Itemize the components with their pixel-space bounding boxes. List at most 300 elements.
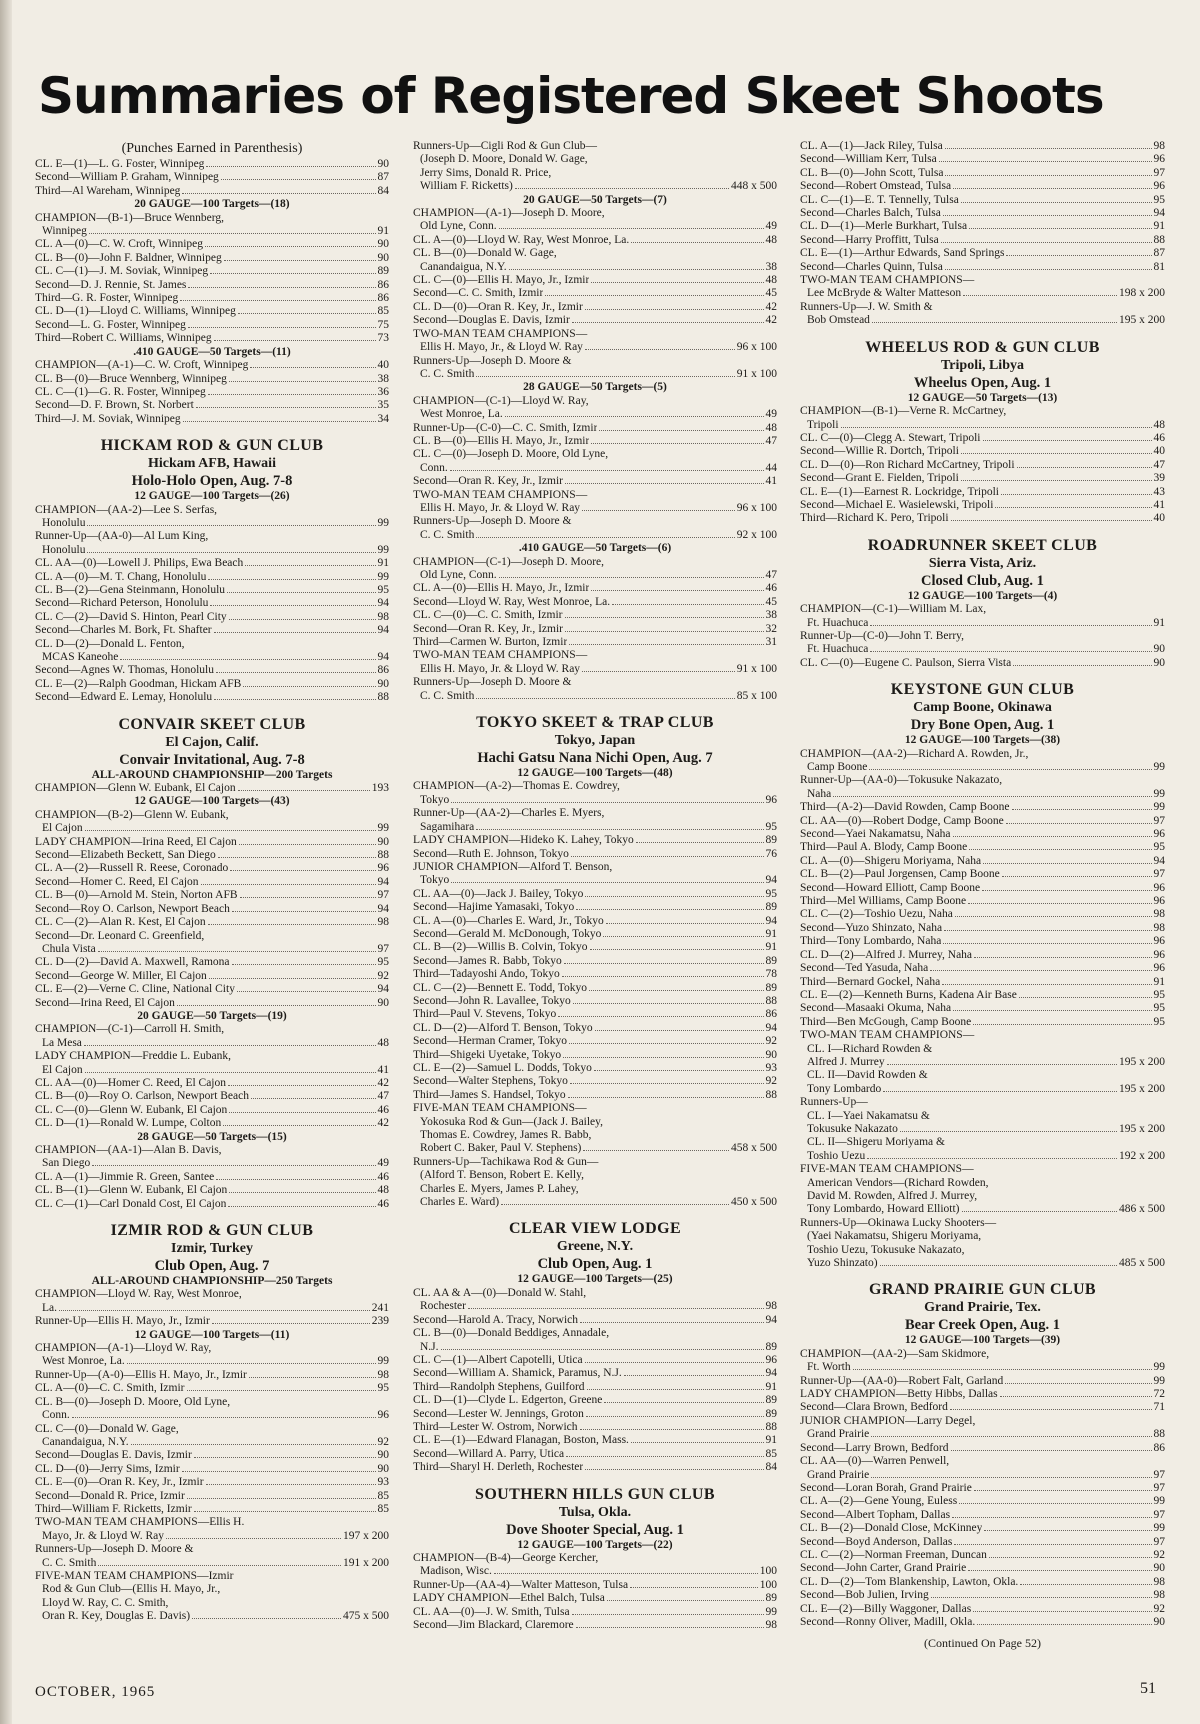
- dot-leader: [869, 768, 1151, 770]
- result-entry: [413, 1049, 777, 1062]
- entry-score: 95: [377, 956, 389, 969]
- entry-text: CL. A—(1)—Jimmie R. Green, Santee: [35, 1170, 215, 1183]
- dot-leader: [974, 1489, 1152, 1491]
- result-entry: [413, 968, 777, 981]
- result-entry: [800, 949, 1165, 962]
- dot-leader: [982, 889, 1151, 891]
- result-entry: [800, 1509, 1165, 1522]
- entry-text: Third—Mel Williams, Camp Boone: [800, 895, 967, 908]
- result-entry: [800, 976, 1165, 989]
- entry-text: Third—G. R. Foster, Winnipeg: [35, 292, 179, 305]
- entry-text: Second—Jim Blackard, Claremore: [413, 1619, 574, 1631]
- dot-leader: [969, 227, 1151, 229]
- event-heading: 12 GAUGE—100 Targets—(48): [517, 767, 673, 780]
- dot-leader: [599, 429, 763, 431]
- entry-text: Second—James R. Babb, Tokyo: [413, 954, 562, 967]
- dot-leader: [580, 1428, 764, 1430]
- entry-text: C. C. Smith: [420, 367, 475, 380]
- entry-score: 97: [1153, 814, 1165, 827]
- entry-score: 94: [1153, 854, 1165, 867]
- entry-line: American Vendors—(Richard Rowden,: [807, 1176, 989, 1189]
- entry-line: CL. AA—(0)—Warren Penwell,: [800, 1455, 950, 1468]
- shoot-name: Dry Bone Open, Aug. 1: [910, 717, 1055, 734]
- entry-line: CL. B—(0)—Donald Beddiges, Annadale,: [413, 1327, 610, 1340]
- entry-score: 40: [1153, 445, 1165, 458]
- entry-text: Sagamihara: [420, 820, 475, 833]
- result-entry: [413, 287, 777, 300]
- dot-leader: [576, 1626, 764, 1628]
- result-entry: [35, 185, 389, 198]
- result-entry: [35, 664, 389, 677]
- dot-leader: [59, 1309, 370, 1311]
- result-entry: [413, 1421, 777, 1434]
- result-entry: [800, 1361, 1165, 1374]
- result-entry: [413, 1606, 777, 1619]
- entry-text: Canandaigua, N.Y.: [420, 260, 507, 273]
- dot-leader: [969, 848, 1151, 850]
- entry-score: 96: [1153, 962, 1165, 975]
- dot-leader: [214, 698, 375, 700]
- entry-score: 96: [1153, 948, 1165, 961]
- result-entry: [413, 1008, 777, 1021]
- entry-text: CL. B—(2)—Willis B. Colvin, Tokyo: [413, 941, 588, 954]
- entry-score: 92: [765, 1075, 777, 1088]
- result-entry: [800, 868, 1165, 881]
- entry-score: 91: [765, 1380, 777, 1393]
- club-location: Grand Prairie, Tex.: [924, 1300, 1041, 1316]
- dot-leader: [943, 214, 1152, 216]
- entry-text: CL. C—(0)—Eugene C. Paulson, Sierra Vista: [800, 656, 1012, 669]
- result-entry: [35, 171, 389, 184]
- entry-score: 90: [377, 677, 389, 690]
- entry-line: CL. C—(0)—Donald W. Gage,: [35, 1422, 179, 1435]
- entry-text: Conn.: [42, 1409, 70, 1422]
- dot-leader: [585, 308, 764, 310]
- entry-score: 97: [1153, 1481, 1165, 1494]
- dot-leader: [1017, 466, 1152, 468]
- result-entry: [35, 1315, 389, 1328]
- entry-score: 92: [765, 1035, 777, 1048]
- dot-leader: [572, 321, 764, 323]
- result-entry: [413, 435, 777, 448]
- dot-leader: [183, 420, 376, 422]
- dot-leader: [515, 187, 729, 189]
- entry-text: CHAMPION—Glenn W. Eubank, El Cajon: [35, 782, 236, 795]
- club-location: Sierra Vista, Ariz.: [928, 555, 1037, 571]
- result-entry: [35, 943, 389, 956]
- entry-text: Second—Charles M. Bork, Ft. Shafter: [35, 624, 212, 637]
- entry-text: Second—Grant E. Fielden, Tripoli: [800, 472, 959, 485]
- result-entry: [413, 502, 777, 515]
- entry-text: CL. AA—(0)—J. W. Smith, Tulsa: [413, 1605, 570, 1618]
- entry-score: 98: [1153, 1589, 1165, 1602]
- result-entry: [35, 970, 389, 983]
- entry-text: CL. D—(2)—Alford T. Benson, Tokyo: [413, 1021, 593, 1034]
- entry-line: CHAMPION—(C-1)—Joseph D. Moore,: [413, 555, 605, 568]
- entry-line: CL. II—David Rowden &: [807, 1069, 928, 1082]
- dot-leader: [945, 147, 1152, 149]
- entry-line: Thomas E. Cowdrey, James R. Babb,: [420, 1129, 592, 1142]
- result-entry: [35, 1037, 389, 1050]
- entry-text: CL. E—(1)—Arthur Edwards, Sand Springs: [800, 247, 1005, 260]
- entry-text: Camp Boone: [807, 761, 868, 773]
- entry-text: CL. B—(2)—Paul Jorgensen, Camp Boone: [800, 868, 1000, 881]
- dot-leader: [573, 1002, 764, 1004]
- dot-leader: [216, 1178, 375, 1180]
- result-entry: [413, 1367, 777, 1380]
- result-entry: [413, 636, 777, 649]
- entry-line: TWO-MAN TEAM CHAMPIONS—: [800, 274, 975, 287]
- dot-leader: [218, 856, 376, 858]
- entry-score: 95: [377, 583, 389, 596]
- entry-text: Yuzo Shinzato): [807, 1257, 878, 1270]
- result-entry: [35, 678, 389, 691]
- result-entry: [800, 855, 1165, 868]
- result-entry: [35, 413, 389, 426]
- entry-score: 98: [377, 1368, 389, 1381]
- dot-leader: [441, 1348, 764, 1350]
- entry-score: 92: [1153, 1548, 1165, 1561]
- entry-score: 195 x 200: [1119, 1055, 1165, 1068]
- dot-leader: [582, 670, 735, 672]
- entry-line: (Joseph D. Moore, Donald W. Gage,: [420, 153, 588, 166]
- result-entry: [35, 225, 389, 238]
- entry-score: 41: [765, 475, 777, 488]
- result-entry: [35, 557, 389, 570]
- entry-text: Ellis H. Mayo, Jr. & Lloyd W. Ray: [420, 501, 581, 514]
- dot-leader: [959, 1502, 1151, 1504]
- result-entry: [35, 1476, 389, 1489]
- dot-leader: [595, 1029, 764, 1031]
- entry-score: 448 x 500: [731, 180, 777, 193]
- event-heading: .410 GAUGE—50 Targets—(11): [133, 345, 291, 358]
- entry-score: 32: [765, 622, 777, 635]
- result-entry: [800, 1442, 1165, 1455]
- result-entry: [800, 1401, 1165, 1414]
- entry-line: CL. B—(0)—Joseph D. Moore, Old Lyne,: [35, 1395, 231, 1408]
- result-entry: [800, 1616, 1165, 1629]
- result-entry: [800, 445, 1165, 458]
- entry-text: CL. A—(1)—Jack Riley, Tulsa: [800, 140, 943, 152]
- dot-leader: [591, 281, 763, 283]
- entry-score: 95: [1153, 1015, 1165, 1028]
- result-entry: [35, 983, 389, 996]
- result-entry: [800, 472, 1165, 485]
- entry-score: 49: [765, 220, 777, 233]
- dot-leader: [939, 160, 1152, 162]
- dot-leader: [585, 1361, 764, 1363]
- result-entry: [35, 1463, 389, 1476]
- dot-leader: [952, 1516, 1151, 1518]
- entry-line: CHAMPION—(AA-2)—Richard A. Rowden, Jr.,: [800, 747, 1029, 760]
- result-entry: [800, 1002, 1165, 1015]
- dot-leader: [974, 956, 1151, 958]
- dot-leader: [582, 509, 735, 511]
- entry-text: Second—C. C. Smith, Izmir: [413, 287, 544, 300]
- entry-text: CL. A—(0)—Lloyd W. Ray, West Monroe, La.: [413, 233, 630, 246]
- dot-leader: [245, 564, 375, 566]
- entry-text: Tripoli: [807, 418, 839, 431]
- entry-score: 475 x 500: [343, 1610, 389, 1623]
- dot-leader: [870, 650, 1151, 652]
- entry-text: CL. B—(0)—Roy O. Carlson, Newport Beach: [35, 1090, 249, 1103]
- dot-leader: [961, 201, 1152, 203]
- result-entry: [800, 895, 1165, 908]
- dot-leader: [237, 990, 376, 992]
- entry-line: TWO-MAN TEAM CHAMPIONS—: [800, 1029, 975, 1042]
- entry-text: San Diego: [42, 1157, 91, 1170]
- result-entry: [413, 1394, 777, 1407]
- result-entry: [413, 422, 777, 435]
- dot-leader: [594, 1069, 764, 1071]
- entry-text: Third—Carmen W. Burton, Izmir: [413, 636, 568, 649]
- event-heading: 12 GAUGE—100 Targets—(22): [517, 1538, 673, 1551]
- entry-text: Runner-Up—(AA-0)—Robert Falt, Garland: [800, 1374, 1004, 1387]
- entry-score: 85: [377, 1502, 389, 1515]
- result-entry: [800, 1562, 1165, 1575]
- club-name: HICKAM ROD & GUN CLUB: [100, 437, 324, 455]
- dot-leader: [194, 1456, 376, 1458]
- dot-leader: [205, 245, 376, 247]
- entry-score: 48: [377, 1184, 389, 1197]
- entry-text: CL. E—(1)—L. G. Foster, Winnipeg: [35, 158, 205, 170]
- entry-score: 98: [1153, 140, 1165, 152]
- entry-score: 89: [765, 954, 777, 967]
- entry-score: 91 x 100: [736, 367, 777, 380]
- entry-text: Ellis H. Mayo, Jr. & Lloyd W. Ray: [420, 662, 581, 675]
- entry-score: 42: [765, 314, 777, 327]
- entry-score: 92: [377, 969, 389, 982]
- dot-leader: [1001, 493, 1152, 495]
- dot-leader: [214, 631, 376, 633]
- club-name: CONVAIR SKEET CLUB: [118, 715, 306, 733]
- entry-score: 90: [1153, 1615, 1165, 1628]
- dot-leader: [227, 591, 375, 593]
- entry-text: CL. C—(2)—Norman Freeman, Duncan: [800, 1548, 987, 1561]
- entry-line: Second—Dr. Leonard C. Greenfield,: [35, 929, 205, 942]
- result-entry: [800, 140, 1165, 153]
- entry-text: Second—Gerald M. McDonough, Tokyo: [413, 927, 602, 940]
- dot-leader: [586, 1415, 764, 1417]
- dot-leader: [206, 165, 375, 167]
- entry-score: 99: [377, 570, 389, 583]
- entry-text: Second—Yaei Nakamatsu, Naha: [800, 828, 951, 841]
- entry-text: CL. A—(2)—Gene Young, Euless: [800, 1495, 958, 1508]
- dot-leader: [240, 896, 376, 898]
- result-entry: [800, 922, 1165, 935]
- entry-text: Runner-Up—(C-0)—C. C. Smith, Izmir: [413, 421, 598, 434]
- result-entry: [413, 663, 777, 676]
- entry-line: Yokosuka Rod & Gun—(Jack J. Bailey,: [420, 1115, 604, 1128]
- entry-text: CL. D—(1)—Clyde L. Edgerton, Greene: [413, 1394, 603, 1407]
- event-heading: 12 GAUGE—100 Targets—(26): [134, 490, 290, 503]
- dot-leader: [944, 929, 1151, 931]
- dot-leader: [229, 1191, 375, 1193]
- result-entry: [800, 1603, 1165, 1616]
- entry-score: 72: [1153, 1388, 1165, 1401]
- result-entry: [35, 279, 389, 292]
- result-entry: [35, 386, 389, 399]
- entry-line: Runner-Up—(AA-0)—Al Lum King,: [35, 530, 209, 543]
- result-entry: [413, 1619, 777, 1632]
- event-heading: 12 GAUGE—100 Targets—(38): [904, 734, 1061, 747]
- result-entry: [800, 1203, 1165, 1216]
- dot-leader: [566, 1455, 763, 1457]
- entry-line: TWO-MAN TEAM CHAMPIONS—: [413, 649, 588, 662]
- entry-score: 88: [1153, 233, 1165, 246]
- event-heading: 28 GAUGE—50 Targets—(15): [137, 1130, 287, 1143]
- entry-text: Third—William F. Ricketts, Izmir: [35, 1502, 192, 1515]
- entry-line: CL. I—Richard Rowden &: [807, 1042, 933, 1055]
- result-entry: [35, 916, 389, 929]
- entry-text: CL. C—(2)—Toshio Uezu, Naha: [800, 908, 953, 921]
- entry-score: 98: [1153, 908, 1165, 921]
- entry-text: CL. D—(1)—Ronald W. Lumpe, Colton: [35, 1117, 222, 1130]
- result-entry: [800, 882, 1165, 895]
- entry-text: Second—D. F. Brown, St. Norbert: [35, 399, 194, 412]
- entry-text: CL. D—(2)—Alfred J. Murrey, Naha: [800, 948, 973, 961]
- entry-text: CL. C—(1)—Carl Donald Cost, El Cajon: [35, 1197, 227, 1210]
- dot-leader: [585, 348, 735, 350]
- dot-leader: [931, 1596, 1152, 1598]
- entry-text: Second—Lester W. Jennings, Groton: [413, 1407, 584, 1420]
- entry-score: 90: [1153, 656, 1165, 669]
- entry-score: 91: [765, 1434, 777, 1447]
- dot-leader: [1013, 664, 1151, 666]
- results-column-1: [35, 140, 389, 1624]
- entry-text: Runner-Up—Ellis H. Mayo, Jr., Izmir: [35, 1315, 210, 1328]
- shoot-name: Holo-Holo Open, Aug. 7-8: [131, 473, 293, 490]
- entry-score: 95: [1153, 1002, 1165, 1015]
- dot-leader: [476, 697, 734, 699]
- entry-text: West Monroe, La.: [42, 1355, 125, 1368]
- entry-text: CL. C—(0)—Ellis H. Mayo, Jr., Izmir: [413, 274, 590, 287]
- result-entry: [35, 1369, 389, 1382]
- dot-leader: [569, 1042, 763, 1044]
- dot-leader: [963, 294, 1117, 296]
- entry-score: 96: [1153, 180, 1165, 193]
- entry-line: Runners-Up—Joseph D. Moore &: [413, 676, 572, 689]
- result-entry: [413, 261, 777, 274]
- entry-score: 35: [377, 399, 389, 412]
- result-entry: [35, 1157, 389, 1170]
- entry-score: 99: [377, 543, 389, 556]
- dot-leader: [565, 616, 764, 618]
- entry-line: CHAMPION—(B-1)—Bruce Wennberg,: [35, 211, 225, 224]
- entry-text: CL. C—(1)—E. T. Tennelly, Tulsa: [800, 193, 959, 206]
- result-entry: [35, 611, 389, 624]
- entry-line: FIVE-MAN TEAM CHAMPIONS—Izmir: [35, 1569, 234, 1582]
- entry-text: CL. A—(0)—Shigeru Moriyama, Naha: [800, 854, 982, 867]
- entry-score: 43: [1153, 485, 1165, 498]
- dot-leader: [968, 1569, 1151, 1571]
- entry-line: TWO-MAN TEAM CHAMPIONS—: [413, 488, 588, 501]
- dot-leader: [565, 630, 764, 632]
- dot-leader: [853, 1368, 1152, 1370]
- club-location: El Cajon, Calif.: [165, 734, 259, 750]
- entry-text: Honolulu: [42, 543, 86, 556]
- entry-score: 193: [371, 782, 389, 795]
- dot-leader: [1006, 822, 1152, 824]
- entry-line: CHAMPION—(B-2)—Glenn W. Eubank,: [35, 808, 229, 821]
- entry-score: 94: [377, 875, 389, 888]
- dot-leader: [870, 624, 1151, 626]
- dot-leader: [476, 375, 734, 377]
- entry-line: JUNIOR CHAMPION—Alford T. Benson,: [413, 860, 613, 873]
- entry-score: 195 x 200: [1119, 1122, 1165, 1135]
- entry-score: 38: [765, 609, 777, 622]
- entry-text: El Cajon: [42, 1063, 83, 1076]
- entry-line: Runners-Up—Joseph D. Moore &: [413, 354, 572, 367]
- dot-leader: [569, 643, 763, 645]
- entry-text: Second—Ronny Oliver, Madill, Okla.: [800, 1615, 976, 1628]
- entry-text: Old Lyne, Conn.: [420, 220, 497, 233]
- entry-score: 99: [1153, 761, 1165, 773]
- dot-leader: [166, 1537, 341, 1539]
- entry-text: West Monroe, La.: [420, 408, 503, 421]
- result-entry: [35, 319, 389, 332]
- result-entry: [35, 292, 389, 305]
- result-entry: [35, 359, 389, 372]
- entry-score: 48: [765, 421, 777, 434]
- entry-score: 94: [377, 983, 389, 996]
- result-entry: [35, 597, 389, 610]
- result-entry: [413, 462, 777, 475]
- dot-leader: [243, 685, 375, 687]
- dot-leader: [636, 841, 764, 843]
- entry-text: Madison, Wisc.: [420, 1565, 492, 1578]
- entry-score: 241: [371, 1301, 389, 1314]
- entry-text: Grand Prairie: [807, 1428, 870, 1441]
- entry-score: 91 x 100: [736, 662, 777, 675]
- dot-leader: [476, 536, 734, 538]
- result-entry: [35, 517, 389, 530]
- dot-leader: [1019, 996, 1152, 998]
- result-entry: [35, 1449, 389, 1462]
- entry-score: 96: [765, 793, 777, 806]
- entry-score: 41: [377, 1063, 389, 1076]
- entry-text: Second—L. G. Foster, Winnipeg: [35, 318, 186, 331]
- entry-score: 45: [765, 595, 777, 608]
- entry-score: 97: [377, 942, 389, 955]
- entry-score: 97: [377, 889, 389, 902]
- entry-text: Old Lyne, Conn.: [420, 569, 497, 581]
- dot-leader: [216, 671, 376, 673]
- entry-text: Conn.: [420, 461, 448, 474]
- entry-line: Runners-Up—Tachikawa Rod & Gun—: [413, 1155, 599, 1168]
- entry-line: TWO-MAN TEAM CHAMPIONS—Ellis H.: [35, 1516, 245, 1529]
- entry-score: 89: [765, 981, 777, 994]
- entry-text: CL. C—(0)—Clegg A. Stewart, Tripoli: [800, 431, 981, 444]
- entry-text: CL. E—(1)—Earnest R. Lockridge, Tripoli: [800, 485, 999, 498]
- entry-score: 81: [1153, 260, 1165, 273]
- entry-text: Third—James S. Handsel, Tokyo: [413, 1088, 566, 1101]
- entry-text: Second—Loran Borah, Grand Prairie: [800, 1481, 972, 1494]
- entry-text: C. C. Smith: [420, 689, 475, 702]
- dot-leader: [229, 1111, 375, 1113]
- dot-leader: [212, 1322, 370, 1324]
- entry-line: CHAMPION—(A-2)—Thomas E. Cowdrey,: [413, 780, 620, 793]
- result-entry: [800, 617, 1165, 630]
- result-entry: [413, 1341, 777, 1354]
- entry-score: 197 x 200: [343, 1529, 389, 1542]
- club-location: Camp Boone, Okinawa: [913, 700, 1052, 716]
- entry-line: FIVE-MAN TEAM CHAMPIONS—: [413, 1102, 587, 1115]
- dot-leader: [1005, 1382, 1151, 1384]
- result-entry: [800, 1482, 1165, 1495]
- entry-score: 40: [1153, 512, 1165, 525]
- dot-leader: [505, 415, 764, 417]
